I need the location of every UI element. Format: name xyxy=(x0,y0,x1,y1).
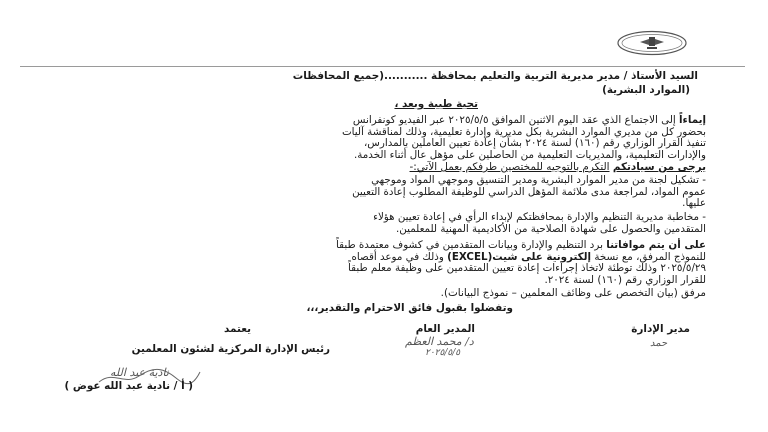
signatory-name: ( أ / نادية عبد الله عوض ) xyxy=(64,380,193,392)
intro-line-3: تنفيذ القرار الوزاري رقم (١٦٠) لسنة ٢٠٢٤ بشأن إعادة تعيين العاملين بالمدارس، xyxy=(363,137,706,150)
closing-line-2a: للنموذج المرفق، مع نسخة xyxy=(594,250,706,263)
bullet-mark: - xyxy=(702,211,706,223)
general-manager-signature-date: ٢٠٢٥/٥/٥ xyxy=(425,348,461,358)
header-divider xyxy=(20,66,745,67)
intro-line-2: بحضور كل من مديري الموارد البشرية بكل مديرية وإدارة تعليمية، وذلك لمناقشة آليات xyxy=(341,125,706,138)
department-manager-label: مدير الإدارة xyxy=(631,323,690,335)
bullet-2-line-1: مخاطبة مديرية التنظيم والإدارة بمحافظتكم لإبداء الرأي في إعادة تعيين هؤلاء xyxy=(373,211,699,223)
ministry-emblem-logo xyxy=(616,30,688,56)
closing-line-2b: إلكترونية على شيت(EXCEL) xyxy=(447,250,592,263)
bullet-1-line-1: تشكيل لجنة من مدير الموارد البشرية ومدير التنسيق وموجهي المواد وموجهي xyxy=(371,174,699,186)
central-administration-head-title: رئيس الإدارة المركزية لشئون المعلمين xyxy=(131,343,330,355)
regards-line: وتفضلوا بقبول فائق الاحترام والتقدير،،، xyxy=(306,302,513,314)
intro-paragraph xyxy=(66,115,706,161)
addressee-line-2: (الموارد البشرية) xyxy=(602,84,690,96)
bullet-2-line-2: المتقدمين والحصول على شهادة الصلاحية من الأكاديمية المهنية للمعلمين. xyxy=(396,222,706,235)
intro-line-1: إلى الاجتماع الذي عقد اليوم الاثنين الموافق ٢٠٢٥/٥/٥ عبر الفيديو كونفرانس xyxy=(352,114,676,126)
closing-line-4: للقرار الوزاري رقم (١٦٠) لسنة ٢٠٢٤. xyxy=(544,273,706,286)
closing-paragraph xyxy=(66,240,706,286)
greeting: تحية طيبة وبعد ، xyxy=(394,98,478,110)
request-lead: يرجى من سيادتكم xyxy=(612,161,706,173)
closing-line-3: ٢٠٢٥/٥/٢٩ وذلك توطئة لاتخاذ إجراءات إعادة تعيين المتقدمين على وظيفة معلم طبقاً xyxy=(348,262,706,275)
attachment-note: مرفق (بيان التخصص على وظائف المعلمين – نموذج البيانات). xyxy=(440,287,706,299)
head-signature: نادية عبد الله xyxy=(110,366,169,379)
bullet-1-line-2: عموم المواد، لمراجعة مدى ملائمة المؤهل الدراسي للوظيفة المطلوب إعادة التعيين xyxy=(352,185,706,198)
addressee-line-1: السيد الأستاذ / مدير مديرية التربية والتعليم بمحافظة ...........(جميع المحافظات xyxy=(292,70,698,82)
request-line xyxy=(410,162,706,174)
bullet-item-1 xyxy=(76,175,706,210)
bullet-1-line-3: عليها. xyxy=(682,197,706,210)
general-manager-signature: د/ محمد العظم xyxy=(405,335,474,348)
request-rest: التكرم بالتوجيه للمختصين طرفكم بعمل الآتي:- xyxy=(409,161,610,173)
closing-lead: على أن يتم موافاتنا xyxy=(606,239,706,251)
general-manager-label: المدير العام xyxy=(415,323,475,335)
approve-label: يعتمد xyxy=(224,323,251,335)
department-manager-signature: حمد xyxy=(650,338,668,349)
bullet-item-2 xyxy=(76,212,706,235)
intro-line-4: والإدارات التعليمية، والمديريات التعليمية من الحاصلين على مؤهل عال أثناء الخدمة. xyxy=(353,148,706,161)
bullet-mark: - xyxy=(702,174,706,186)
intro-lead: إيماءاً xyxy=(679,114,706,126)
closing-line-2c: وذلك في موعد أقصاه xyxy=(351,250,444,263)
closing-line-1: برد التنظيم والإدارة وبيانات المتقدمين في كشوف معتمدة طبقاً xyxy=(335,239,603,251)
